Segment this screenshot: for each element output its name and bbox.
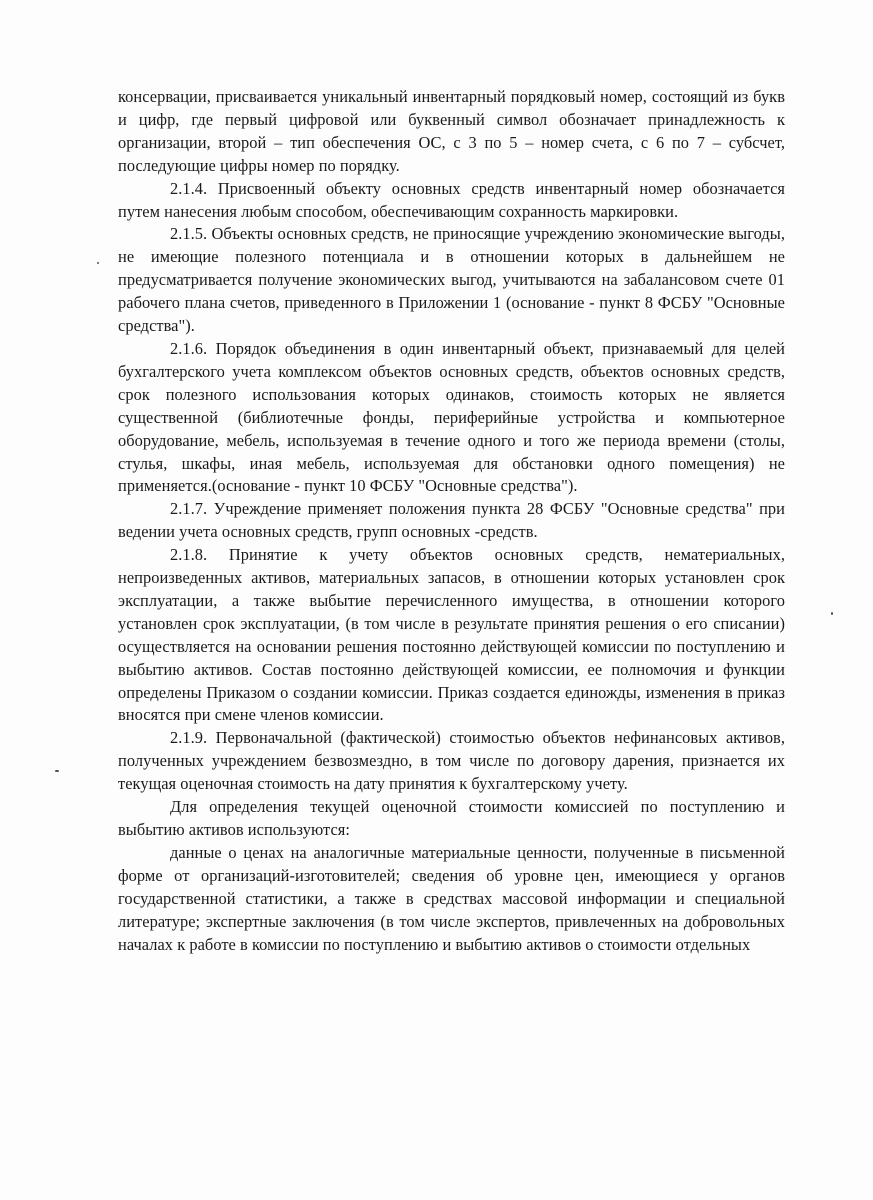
- scan-speck: [97, 262, 99, 264]
- paragraph-valuation-intro: Для определения текущей оценочной стоимости комиссией по поступлению и выбытию активов используются:: [118, 797, 785, 839]
- paragraph-valuation-sources: данные о ценах на аналогичные материальные ценности, полученные в письменной форме от организаций-изготовителей; сведения об уровне цен, имеющиеся у органов государственной статистики, а также в средствах массовой информации и специальной литературе; экспертные заключения (в том числе экспертов, привлеченных на добровольных началах к работе в комиссии по поступлению и выбытию активов о стоимости отдельных: [118, 842, 785, 954]
- paragraph-2-1-8: 2.1.8. Принятие к учету объектов основных средств, нематериальных, непроизведенных активов, материальных запасов, в отношении которых установлен срок эксплуатации, а также выбытие перечисленного имущества, в отношении которого установлен срок эксплуатации, (в том числе в результате принятия решения о его списании) осуществляется на основании решения постоянно действующей комиссии по поступлению и выбытию активов. Состав постоянно действующей комиссии, ее полномочия и функции определены Приказом о создании комиссии. Приказ создается единожды, изменения в приказ вносятся при смене членов комиссии.: [118, 545, 785, 725]
- paragraph-2-1-6: 2.1.6. Порядок объединения в один инвентарный объект, признаваемый для целей бухгалтерского учета комплексом объектов основных средств, объектов основных средств, срок полезного использования которых одинаков, стоимость которых не является существенной (библиотечные фонды, периферийные устройства и компьютерное оборудование, мебель, используемая в течение одного и того же периода времени (столы, стулья, шкафы, иная мебель, используемая для обстановки одного помещения) не применяется.(основание - пункт 10 ФСБУ "Основные средства").: [118, 338, 785, 496]
- scan-speck: [55, 770, 59, 772]
- paragraph-2-1-4: 2.1.4. Присвоенный объекту основных средств инвентарный номер обозначается путем нанесения любым способом, обеспечивающим сохранность маркировки.: [118, 178, 785, 221]
- paragraph-continuation: консервации, присваивается уникальный инвентарный порядковый номер, состоящий из букв и цифр, где первый цифровой или буквенный символ обозначает принадлежность к организации, второй – тип обеспечения ОС, с 3 по 5 – номер счета, с 6 по 7 – субсчет, последующие цифры номер по порядку.: [118, 87, 785, 175]
- paragraph-2-1-7: 2.1.7. Учреждение применяет положения пункта 28 ФСБУ "Основные средства" при ведении учета основных средств, групп основных -средств.: [118, 499, 785, 542]
- paragraph-2-1-9: 2.1.9. Первоначальной (фактической) стоимостью объектов нефинансовых активов, полученных учреждением безвозмездно, в том числе по договору дарения, признается их текущая оценочная стоимость на дату принятия к бухгалтерскому учету.: [118, 728, 785, 794]
- paragraph-2-1-5: 2.1.5. Объекты основных средств, не приносящие учреждению экономические выгоды, не имеющие полезного потенциала и в отношении которых в дальнейшем не предусматривается получение экономических выгод, учитываются на забалансовом счете 01 рабочего плана счетов, приведенного в Приложении 1 (основание - пункт 8 ФСБУ "Основные средства").: [118, 224, 785, 336]
- scan-speck: [831, 612, 833, 615]
- document-body: [118, 86, 785, 956]
